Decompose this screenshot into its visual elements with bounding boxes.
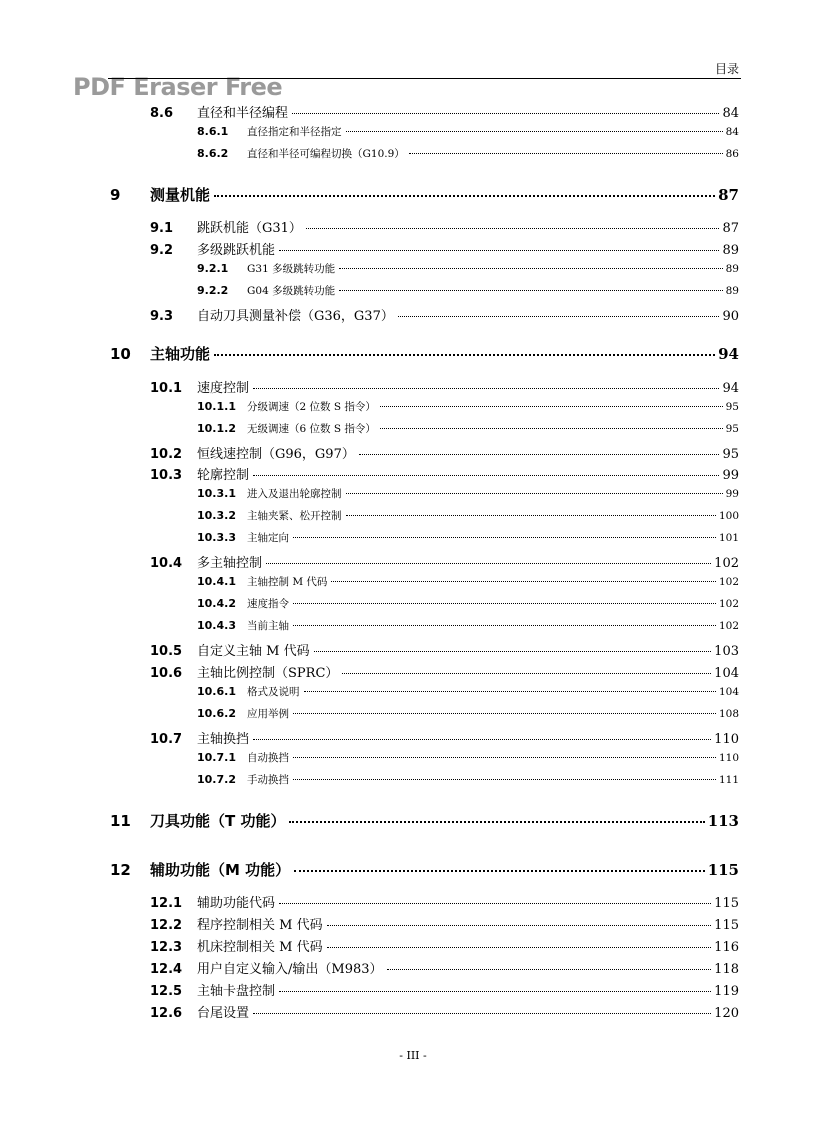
toc-entry-title: 测量机能 [150, 186, 211, 204]
toc-entry-number: 10.7.2 [197, 773, 236, 786]
toc-leader-dots [346, 131, 723, 132]
toc-entry-title: 主轴换挡 [197, 732, 250, 747]
toc-entry-page: 99 [725, 488, 739, 500]
toc-entry-page: 118 [714, 962, 739, 977]
toc-entry-page: 95 [725, 401, 739, 413]
toc-entry[interactable] [197, 261, 739, 276]
toc-entry-page: 110 [718, 752, 739, 764]
toc-leader-dots [409, 153, 723, 154]
toc-entry-number: 8.6.2 [197, 147, 229, 160]
toc-entry-number: 9 [110, 186, 121, 204]
toc-leader-dots [253, 1013, 711, 1014]
toc-entry-title: 用户自定义输入/输出（M983） [197, 962, 383, 977]
toc-entry[interactable] [150, 239, 739, 258]
toc-leader-dots [327, 925, 712, 926]
toc-entry-title: 自动刀具测量补偿（G36，G37） [197, 309, 394, 324]
toc-entry-page: 94 [718, 345, 739, 363]
toc-leader-dots [214, 195, 715, 197]
toc-leader-dots [279, 903, 711, 904]
toc-entry-page: 120 [714, 1006, 739, 1021]
toc-entry-title: 直径和半径编程 [197, 106, 289, 121]
toc-entry-page: 104 [714, 666, 739, 681]
toc-leader-dots [292, 113, 719, 114]
toc-entry-page: 87 [718, 186, 739, 204]
toc-entry[interactable] [150, 464, 739, 483]
toc-entry-title: 辅助功能代码 [197, 896, 276, 911]
toc-entry-number: 10.4.2 [197, 597, 236, 610]
toc-entry-title: 主轴功能 [150, 345, 211, 363]
toc-entry-title: 自动换挡 [247, 752, 289, 764]
toc-leader-dots [342, 673, 711, 674]
toc-entry[interactable] [150, 102, 739, 121]
toc-entry-number: 12.3 [150, 940, 183, 955]
toc-leader-dots [279, 250, 719, 251]
toc-entry-number: 10.3.3 [197, 531, 236, 544]
toc-entry-number: 12.1 [150, 896, 183, 911]
toc-entry-title: 机床控制相关 M 代码 [197, 940, 323, 955]
toc-entry-page: 89 [725, 263, 739, 275]
toc-leader-dots [214, 354, 715, 356]
toc-entry-page: 100 [718, 510, 739, 522]
toc-leader-dots [346, 493, 723, 494]
toc-entry-number: 10.3 [150, 468, 183, 483]
toc-entry[interactable] [150, 958, 739, 977]
toc-entry-number: 10.1.1 [197, 400, 236, 413]
toc-entry-page: 102 [718, 620, 739, 632]
toc-entry-title: 台尾设置 [197, 1006, 250, 1021]
toc-entry[interactable] [197, 421, 739, 436]
toc-leader-dots [314, 651, 712, 652]
toc-entry[interactable] [150, 443, 739, 462]
toc-entry-number: 10.4 [150, 556, 183, 571]
toc-entry-number: 12.2 [150, 918, 183, 933]
toc-leader-dots [293, 713, 716, 714]
toc-entry-page: 84 [725, 126, 739, 138]
toc-entry-number: 9.3 [150, 309, 174, 324]
toc-entry-title: G31 多级跳转功能 [247, 263, 336, 275]
toc-entry[interactable] [197, 283, 739, 298]
toc-entry[interactable] [197, 772, 739, 787]
toc-entry[interactable] [150, 377, 739, 396]
toc-entry-title: 跳跃机能（G31） [197, 221, 302, 236]
toc-entry-title: 恒线速控制（G96，G97） [197, 447, 355, 462]
toc-entry[interactable] [150, 217, 739, 236]
toc-leader-dots [387, 969, 712, 970]
toc-entry-page: 89 [725, 285, 739, 297]
toc-leader-dots [293, 625, 716, 626]
toc-entry-page: 102 [718, 598, 739, 610]
toc-entry-title: 轮廓控制 [197, 468, 250, 483]
toc-entry[interactable] [197, 750, 739, 765]
toc-entry-number: 10.1 [150, 381, 183, 396]
toc-entry-page: 94 [722, 381, 739, 396]
toc-leader-dots [398, 316, 720, 317]
toc-leader-dots [293, 537, 716, 538]
toc-leader-dots [253, 475, 719, 476]
toc-entry-page: 103 [714, 644, 739, 659]
toc-entry-number: 10.4.1 [197, 575, 236, 588]
toc-leader-dots [339, 290, 723, 291]
toc-entry[interactable] [150, 662, 739, 681]
toc-entry-title: 速度控制 [197, 381, 250, 396]
toc-entry[interactable] [150, 640, 739, 659]
toc-entry-title: 进入及退出轮廓控制 [247, 488, 342, 500]
toc-leader-dots [253, 739, 711, 740]
toc-leader-dots [380, 406, 723, 407]
toc-entry[interactable] [150, 914, 739, 933]
toc-entry-title: 主轴夹紧、松开控制 [247, 510, 342, 522]
toc-entry-number: 10.6.2 [197, 707, 236, 720]
toc-entry[interactable] [197, 124, 739, 139]
toc-entry[interactable] [110, 810, 739, 831]
toc-entry-title: 直径指定和半径指定 [247, 126, 342, 138]
toc-entry-page: 87 [722, 221, 739, 236]
toc-entry[interactable] [150, 728, 739, 747]
toc-entry-number: 12.5 [150, 984, 183, 999]
toc-entry-number: 8.6 [150, 106, 174, 121]
toc-entry-number: 11 [110, 812, 131, 830]
page-number: - III - [399, 1049, 427, 1062]
toc-leader-dots [293, 757, 716, 758]
toc-entry-number: 10.3.2 [197, 509, 236, 522]
toc-entry-page: 111 [718, 774, 739, 786]
toc-entry[interactable] [197, 508, 739, 523]
toc-entry-number: 10.6.1 [197, 685, 236, 698]
toc-leader-dots [304, 691, 716, 692]
toc-entry-title: 主轴比例控制（SPRC） [197, 666, 339, 681]
toc-entry[interactable] [110, 859, 739, 880]
toc-entry-page: 95 [722, 447, 739, 462]
toc-entry[interactable] [197, 486, 739, 501]
toc-entry[interactable] [197, 530, 739, 545]
toc-entry-number: 10.3.1 [197, 487, 236, 500]
toc-entry-page: 99 [722, 468, 739, 483]
watermark: PDF Eraser Free [73, 73, 283, 101]
toc-leader-dots [339, 268, 723, 269]
toc-entry-page: 84 [722, 106, 739, 121]
toc-entry-title: 辅助功能（M 功能） [150, 861, 291, 879]
toc-entry[interactable] [197, 706, 739, 721]
toc-entry-title: 刀具功能（T 功能） [150, 812, 286, 830]
toc-entry-page: 101 [718, 532, 739, 544]
toc-entry-title: 多级跳跃机能 [197, 243, 276, 258]
toc-entry-number: 9.2.2 [197, 284, 229, 297]
toc-entry-page: 104 [718, 686, 739, 698]
toc-entry-title: 当前主轴 [247, 620, 289, 632]
toc-leader-dots [331, 581, 716, 582]
toc-entry-number: 12 [110, 861, 131, 879]
toc-entry-number: 10.2 [150, 447, 183, 462]
toc-leader-dots [279, 991, 711, 992]
toc-entry[interactable] [110, 343, 739, 364]
toc-entry-page: 115 [714, 896, 739, 911]
toc-entry-number: 12.4 [150, 962, 183, 977]
toc-entry-page: 116 [714, 940, 739, 955]
toc-entry-page: 89 [722, 243, 739, 258]
toc-entry-title: 主轴卡盘控制 [197, 984, 276, 999]
toc-entry-title: 主轴控制 M 代码 [247, 576, 328, 588]
toc-entry-page: 102 [714, 556, 739, 571]
toc-entry[interactable] [197, 574, 739, 589]
toc-entry[interactable] [150, 305, 739, 324]
toc-entry[interactable] [197, 684, 739, 699]
toc-entry-number: 10.1.2 [197, 422, 236, 435]
toc-entry-number: 10.7.1 [197, 751, 236, 764]
toc-entry-page: 86 [725, 148, 739, 160]
toc-entry-title: 速度指令 [247, 598, 289, 610]
toc-entry-number: 8.6.1 [197, 125, 229, 138]
toc-entry-number: 9.2 [150, 243, 174, 258]
toc-entry-title: 应用举例 [247, 708, 289, 720]
toc-entry-page: 119 [714, 984, 739, 999]
toc-entry-title: 自定义主轴 M 代码 [197, 644, 310, 659]
toc-entry-page: 113 [707, 812, 739, 830]
toc-entry[interactable] [197, 596, 739, 611]
toc-entry-page: 115 [714, 918, 739, 933]
toc-entry-number: 10 [110, 345, 131, 363]
toc-entry-title: 无级调速（6 位数 S 指令） [247, 423, 376, 435]
toc-entry-number: 9.1 [150, 221, 174, 236]
toc-leader-dots [327, 947, 712, 948]
toc-entry[interactable] [110, 184, 739, 205]
toc-entry-title: G04 多级跳转功能 [247, 285, 336, 297]
toc-leader-dots [359, 454, 720, 455]
toc-entry-page: 110 [714, 732, 739, 747]
toc-leader-dots [289, 821, 704, 823]
toc-leader-dots [253, 388, 719, 389]
toc-entry-title: 直径和半径可编程切换（G10.9） [247, 148, 405, 160]
toc-entry-title: 分级调速（2 位数 S 指令） [247, 401, 376, 413]
toc-entry-page: 115 [707, 861, 739, 879]
toc-entry-page: 90 [722, 309, 739, 324]
toc-leader-dots [294, 870, 705, 872]
toc-leader-dots [266, 563, 711, 564]
toc-entry-number: 10.7 [150, 732, 183, 747]
toc-entry-title: 程序控制相关 M 代码 [197, 918, 323, 933]
toc-entry[interactable] [150, 1002, 739, 1021]
toc-entry[interactable] [197, 146, 739, 161]
toc-entry-title: 手动换挡 [247, 774, 289, 786]
toc-entry-number: 10.6 [150, 666, 183, 681]
toc-entry-page: 95 [725, 423, 739, 435]
toc-entry-title: 格式及说明 [247, 686, 300, 698]
toc-entry-page: 102 [718, 576, 739, 588]
toc-leader-dots [293, 779, 716, 780]
toc-entry[interactable] [197, 399, 739, 414]
toc-entry-title: 多主轴控制 [197, 556, 263, 571]
toc-entry[interactable] [197, 618, 739, 633]
toc-entry-page: 108 [718, 708, 739, 720]
toc-leader-dots [380, 428, 723, 429]
header-title: 目录 [714, 62, 739, 76]
toc-entry[interactable] [150, 892, 739, 911]
toc-leader-dots [293, 603, 716, 604]
toc-entry[interactable] [150, 980, 739, 999]
toc-entry-number: 9.2.1 [197, 262, 229, 275]
toc-entry[interactable] [150, 552, 739, 571]
toc-leader-dots [306, 228, 720, 229]
toc-entry-title: 主轴定向 [247, 532, 289, 544]
toc-entry-number: 10.4.3 [197, 619, 236, 632]
toc-entry-number: 12.6 [150, 1006, 183, 1021]
toc-entry[interactable] [150, 936, 739, 955]
toc-entry-number: 10.5 [150, 644, 183, 659]
toc-leader-dots [346, 515, 716, 516]
